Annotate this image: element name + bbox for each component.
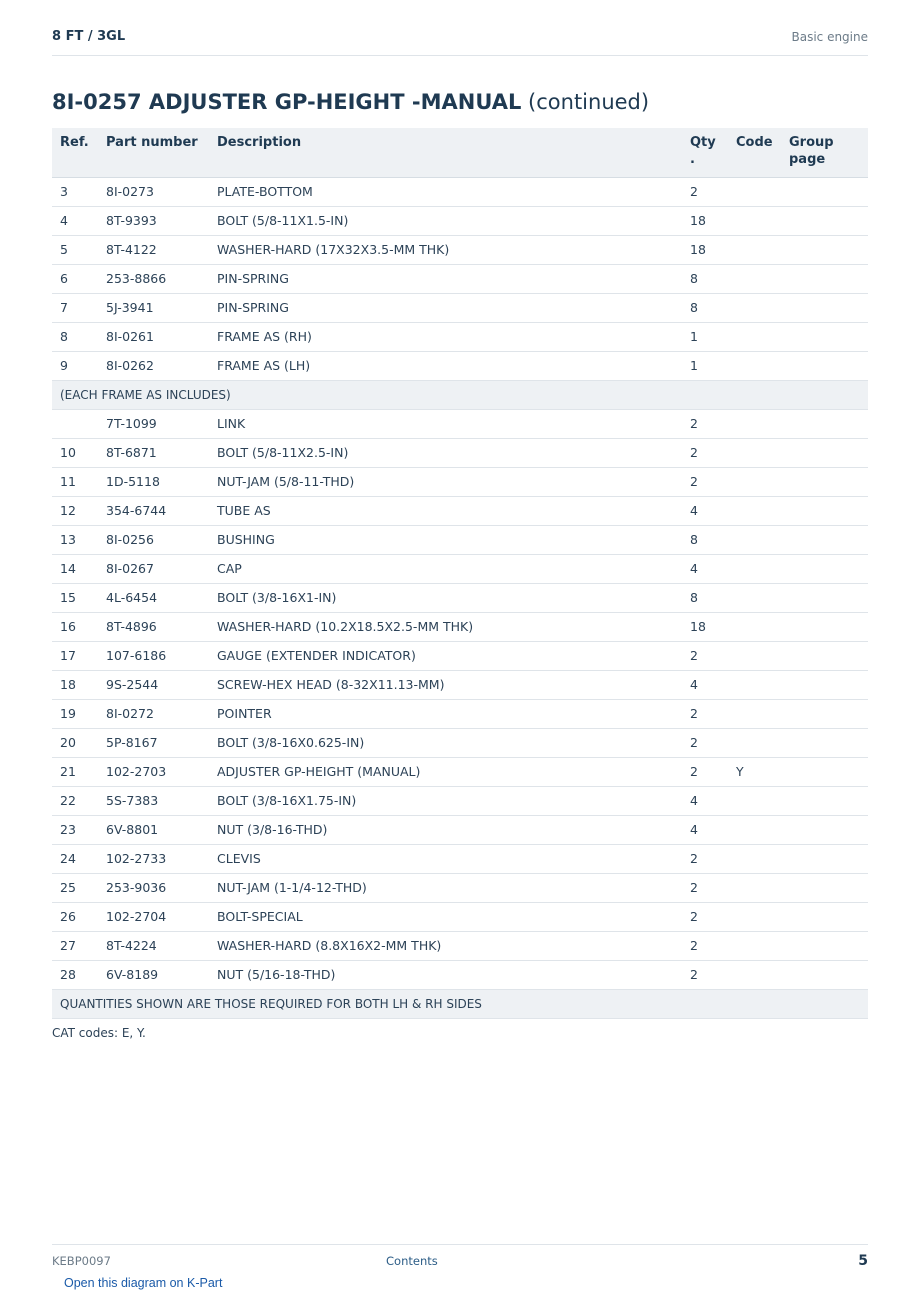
description-cell: WASHER-HARD (10.2X18.5X2.5-MM THK) [209, 612, 682, 641]
ref-cell: 6 [52, 264, 98, 293]
part-number-cell: 8T-6871 [98, 438, 209, 467]
code-cell [728, 409, 781, 438]
description-cell: NUT (5/16-18-THD) [209, 960, 682, 989]
table-row [52, 844, 868, 873]
model-breadcrumb: 8 FT / 3GL [52, 29, 126, 44]
table-row [52, 409, 868, 438]
qty-cell: 2 [682, 728, 728, 757]
table-row [52, 612, 868, 641]
description-cell: BOLT (3/8-16X0.625-IN) [209, 728, 682, 757]
part-number-cell: 6V-8189 [98, 960, 209, 989]
group-page-cell [781, 409, 868, 438]
page-header [52, 28, 868, 56]
column-header-group-page: Group page [781, 128, 868, 177]
open-kpart-link[interactable]: Open this diagram on K-Part [64, 1276, 223, 1290]
qty-cell: 18 [682, 612, 728, 641]
note-text: QUANTITIES SHOWN ARE THOSE REQUIRED FOR BOTH LH & RH SIDES [52, 989, 868, 1018]
part-number-cell: 5S-7383 [98, 786, 209, 815]
part-number-cell: 102-2703 [98, 757, 209, 786]
code-cell [728, 670, 781, 699]
parts-table-body [52, 177, 868, 1018]
table-row [52, 641, 868, 670]
qty-cell: 1 [682, 351, 728, 380]
code-cell [728, 554, 781, 583]
code-cell [728, 293, 781, 322]
table-row [52, 206, 868, 235]
table-row [52, 670, 868, 699]
group-page-cell [781, 322, 868, 351]
ref-cell: 27 [52, 931, 98, 960]
ref-cell: 20 [52, 728, 98, 757]
code-cell [728, 699, 781, 728]
description-cell: SCREW-HEX HEAD (8-32X11.13-MM) [209, 670, 682, 699]
ref-cell: 5 [52, 235, 98, 264]
qty-cell: 2 [682, 699, 728, 728]
qty-cell: 18 [682, 235, 728, 264]
qty-cell: 2 [682, 409, 728, 438]
part-number-cell: 8I-0273 [98, 177, 209, 206]
group-page-cell [781, 467, 868, 496]
section-name: Basic engine [791, 30, 868, 44]
title-suffix: (continued) [521, 90, 650, 114]
part-number-cell: 8I-0256 [98, 525, 209, 554]
description-cell: PLATE-BOTTOM [209, 177, 682, 206]
code-cell [728, 612, 781, 641]
code-cell [728, 583, 781, 612]
part-number-cell: 8I-0261 [98, 322, 209, 351]
group-page-cell [781, 206, 868, 235]
table-row [52, 322, 868, 351]
group-page-cell [781, 177, 868, 206]
part-number-cell: 102-2704 [98, 902, 209, 931]
table-row [52, 351, 868, 380]
description-cell: BOLT-SPECIAL [209, 902, 682, 931]
code-cell [728, 844, 781, 873]
code-cell [728, 177, 781, 206]
page-title [52, 90, 649, 114]
code-cell [728, 786, 781, 815]
part-number-cell: 8T-9393 [98, 206, 209, 235]
part-number-cell: 8T-4224 [98, 931, 209, 960]
code-cell [728, 235, 781, 264]
table-row [52, 757, 868, 786]
qty-cell: 2 [682, 757, 728, 786]
ref-cell: 21 [52, 757, 98, 786]
code-cell [728, 206, 781, 235]
description-cell: NUT-JAM (1-1/4-12-THD) [209, 873, 682, 902]
table-row [52, 293, 868, 322]
table-row [52, 235, 868, 264]
code-cell: Y [728, 757, 781, 786]
group-page-cell [781, 757, 868, 786]
group-page-cell [781, 525, 868, 554]
title-main: 8I-0257 ADJUSTER GP-HEIGHT -MANUAL [52, 90, 522, 114]
group-page-cell [781, 612, 868, 641]
code-cell [728, 641, 781, 670]
ref-cell: 13 [52, 525, 98, 554]
group-page-cell [781, 931, 868, 960]
qty-cell: 2 [682, 844, 728, 873]
group-page-cell [781, 554, 868, 583]
part-number-cell: 253-9036 [98, 873, 209, 902]
qty-cell: 1 [682, 322, 728, 351]
description-cell: BUSHING [209, 525, 682, 554]
qty-cell: 2 [682, 902, 728, 931]
group-page-cell [781, 351, 868, 380]
group-page-cell [781, 264, 868, 293]
table-row [52, 699, 868, 728]
column-header-ref: Ref. [52, 128, 98, 177]
note-text: (EACH FRAME AS INCLUDES) [52, 380, 868, 409]
table-row [52, 786, 868, 815]
part-number-cell: 4L-6454 [98, 583, 209, 612]
description-cell: PIN-SPRING [209, 293, 682, 322]
table-row [52, 496, 868, 525]
table-row [52, 264, 868, 293]
column-header-code: Code [728, 128, 781, 177]
group-page-cell [781, 728, 868, 757]
group-page-cell [781, 844, 868, 873]
code-cell [728, 264, 781, 293]
table-row [52, 815, 868, 844]
ref-cell: 11 [52, 467, 98, 496]
ref-cell: 22 [52, 786, 98, 815]
table-row [52, 583, 868, 612]
ref-cell: 28 [52, 960, 98, 989]
code-cell [728, 438, 781, 467]
group-page-cell [781, 496, 868, 525]
group-page-cell [781, 438, 868, 467]
page-footer [52, 1244, 868, 1274]
code-cell [728, 467, 781, 496]
description-cell: BOLT (5/8-11X1.5-IN) [209, 206, 682, 235]
qty-cell: 8 [682, 583, 728, 612]
cat-codes-note: CAT codes: E, Y. [52, 1026, 146, 1040]
description-cell: WASHER-HARD (8.8X16X2-MM THK) [209, 931, 682, 960]
ref-cell: 4 [52, 206, 98, 235]
code-cell [728, 322, 781, 351]
part-number-cell: 6V-8801 [98, 815, 209, 844]
table-note-row [52, 989, 868, 1018]
ref-cell: 26 [52, 902, 98, 931]
ref-cell: 16 [52, 612, 98, 641]
part-number-cell: 1D-5118 [98, 467, 209, 496]
qty-cell: 2 [682, 467, 728, 496]
group-page-cell [781, 699, 868, 728]
code-cell [728, 496, 781, 525]
qty-cell: 2 [682, 438, 728, 467]
description-cell: BOLT (3/8-16X1-IN) [209, 583, 682, 612]
part-number-cell: 8I-0272 [98, 699, 209, 728]
code-cell [728, 931, 781, 960]
column-header-qty: Qty . [682, 128, 728, 177]
part-number-cell: 354-6744 [98, 496, 209, 525]
column-header-part-number: Part number [98, 128, 209, 177]
table-row [52, 902, 868, 931]
description-cell: GAUGE (EXTENDER INDICATOR) [209, 641, 682, 670]
ref-cell: 3 [52, 177, 98, 206]
part-number-cell: 8I-0267 [98, 554, 209, 583]
ref-cell: 14 [52, 554, 98, 583]
qty-cell: 4 [682, 554, 728, 583]
code-cell [728, 902, 781, 931]
ref-cell: 19 [52, 699, 98, 728]
ref-cell: 18 [52, 670, 98, 699]
code-cell [728, 525, 781, 554]
part-number-cell: 253-8866 [98, 264, 209, 293]
part-number-cell: 9S-2544 [98, 670, 209, 699]
table-row [52, 960, 868, 989]
description-cell: BOLT (3/8-16X1.75-IN) [209, 786, 682, 815]
description-cell: NUT-JAM (5/8-11-THD) [209, 467, 682, 496]
code-cell [728, 351, 781, 380]
part-number-cell: 8I-0262 [98, 351, 209, 380]
description-cell: CAP [209, 554, 682, 583]
part-number-cell: 102-2733 [98, 844, 209, 873]
ref-cell: 10 [52, 438, 98, 467]
ref-cell: 15 [52, 583, 98, 612]
qty-cell: 4 [682, 670, 728, 699]
table-note-row [52, 380, 868, 409]
group-page-cell [781, 902, 868, 931]
page-number: 5 [858, 1253, 868, 1269]
part-number-cell: 8T-4896 [98, 612, 209, 641]
table-row [52, 177, 868, 206]
qty-cell: 2 [682, 641, 728, 670]
group-page-cell [781, 815, 868, 844]
qty-cell: 8 [682, 525, 728, 554]
qty-cell: 4 [682, 815, 728, 844]
qty-cell: 2 [682, 177, 728, 206]
code-cell [728, 960, 781, 989]
table-row [52, 931, 868, 960]
ref-cell [52, 409, 98, 438]
part-number-cell: 7T-1099 [98, 409, 209, 438]
description-cell: PIN-SPRING [209, 264, 682, 293]
group-page-cell [781, 960, 868, 989]
part-number-cell: 8T-4122 [98, 235, 209, 264]
group-page-cell [781, 670, 868, 699]
group-page-cell [781, 786, 868, 815]
description-cell: FRAME AS (RH) [209, 322, 682, 351]
contents-link[interactable]: Contents [386, 1254, 438, 1268]
description-cell: POINTER [209, 699, 682, 728]
table-row [52, 873, 868, 902]
group-page-cell [781, 293, 868, 322]
table-row [52, 467, 868, 496]
ref-cell: 17 [52, 641, 98, 670]
qty-cell: 2 [682, 873, 728, 902]
qty-cell: 8 [682, 264, 728, 293]
ref-cell: 9 [52, 351, 98, 380]
description-cell: TUBE AS [209, 496, 682, 525]
ref-cell: 24 [52, 844, 98, 873]
ref-cell: 8 [52, 322, 98, 351]
code-cell [728, 815, 781, 844]
part-number-cell: 5J-3941 [98, 293, 209, 322]
code-cell [728, 873, 781, 902]
description-cell: BOLT (5/8-11X2.5-IN) [209, 438, 682, 467]
description-cell: CLEVIS [209, 844, 682, 873]
description-cell: NUT (3/8-16-THD) [209, 815, 682, 844]
part-number-cell: 5P-8167 [98, 728, 209, 757]
table-header-row [52, 128, 868, 177]
qty-cell: 2 [682, 931, 728, 960]
part-number-cell: 107-6186 [98, 641, 209, 670]
table-row [52, 554, 868, 583]
ref-cell: 25 [52, 873, 98, 902]
qty-cell: 4 [682, 496, 728, 525]
description-cell: LINK [209, 409, 682, 438]
document-id: KEBP0097 [52, 1254, 111, 1268]
qty-cell: 2 [682, 960, 728, 989]
description-cell: WASHER-HARD (17X32X3.5-MM THK) [209, 235, 682, 264]
code-cell [728, 728, 781, 757]
table-row [52, 438, 868, 467]
group-page-cell [781, 641, 868, 670]
group-page-cell [781, 583, 868, 612]
ref-cell: 12 [52, 496, 98, 525]
column-header-description: Description [209, 128, 682, 177]
qty-cell: 18 [682, 206, 728, 235]
ref-cell: 7 [52, 293, 98, 322]
table-row [52, 525, 868, 554]
description-cell: FRAME AS (LH) [209, 351, 682, 380]
qty-cell: 8 [682, 293, 728, 322]
qty-cell: 4 [682, 786, 728, 815]
group-page-cell [781, 873, 868, 902]
parts-table [52, 128, 868, 1019]
table-row [52, 728, 868, 757]
description-cell: ADJUSTER GP-HEIGHT (MANUAL) [209, 757, 682, 786]
group-page-cell [781, 235, 868, 264]
ref-cell: 23 [52, 815, 98, 844]
